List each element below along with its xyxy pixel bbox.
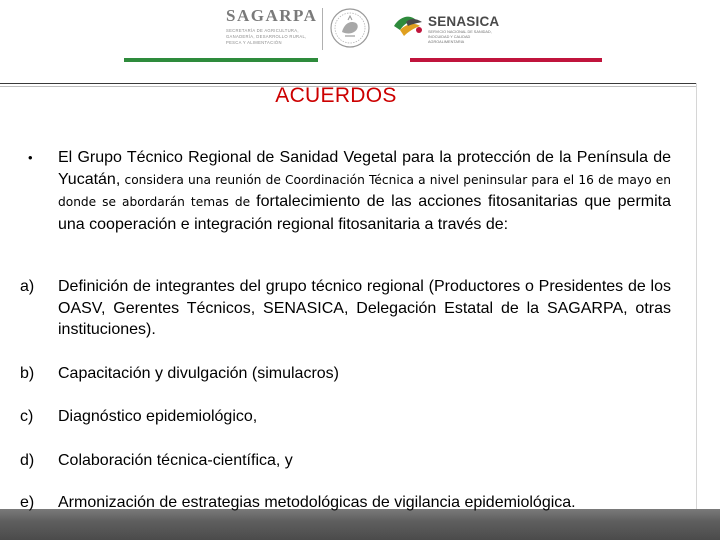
senasica-logo: [428, 14, 499, 45]
list-item-text: Capacitación y divulgación (simulacros): [58, 365, 340, 382]
intro-text-part2: considera una reunión de Coordinación Técnica a nivel peninsular para el 16 de mayo en donde se abordarán temas de: [58, 172, 671, 209]
sagarpa-logo: [226, 6, 326, 46]
list-item: [20, 492, 680, 514]
list-item: [20, 363, 680, 385]
national-seal-icon: [328, 6, 372, 50]
senasica-subtitle: SERVICIO NACIONAL DE SANIDAD, INOCUIDAD Y CALIDAD AGROALIMENTARIA: [428, 30, 492, 44]
intro-text-part3: fortalecimiento de las acciones fitosanitarias que permita una cooperación e integración regional fitosanitaria a través de:: [58, 193, 672, 233]
slide-title: ACUERDOS: [275, 84, 397, 107]
list-item-text: Colaboración técnica-científica, y: [58, 452, 293, 469]
sagarpa-subtitle: SECRETARÍA DE AGRICULTURA, GANADERÍA, DESARROLLO RURAL, PESCA Y ALIMENTACIÓN: [226, 28, 307, 45]
list-item: [20, 406, 680, 428]
red-accent-bar: [410, 58, 602, 62]
list-item-marker: e): [20, 494, 35, 511]
list-item-text: Definición de integrantes del grupo técnico regional (Productores o Presidentes de los OASV, Gerentes Técnicos, SENASICA, Delegación Estatal de la SAGARPA, otras instituciones).: [58, 278, 671, 338]
list-item-text: Armonización de estrategias metodológicas de vigilancia epidemiológica.: [58, 494, 576, 511]
green-accent-bar: [124, 58, 318, 62]
list-item-marker: c): [20, 408, 34, 425]
list-item: [20, 450, 680, 472]
intro-item: [20, 147, 680, 257]
bullet-marker: •: [28, 150, 33, 165]
list-item-text: Diagnóstico epidemiológico,: [58, 408, 258, 425]
intro-text-part1: El Grupo Técnico Regional de Sanidad Vegetal para la protección de la Península de Yucatán,: [58, 149, 671, 188]
sagarpa-name: SAGARPA: [226, 6, 318, 25]
senasica-emblem-icon: [392, 12, 426, 38]
list-item-marker: a): [20, 278, 35, 295]
list-item-marker: d): [20, 452, 35, 469]
header-logos: [0, 0, 720, 70]
logo-divider: [322, 8, 323, 50]
intro-text: [58, 147, 671, 235]
senasica-name: SENASICA: [428, 14, 500, 29]
list-item-marker: b): [20, 365, 35, 382]
list-item: [20, 276, 680, 342]
frame-right-panel: [696, 83, 720, 540]
